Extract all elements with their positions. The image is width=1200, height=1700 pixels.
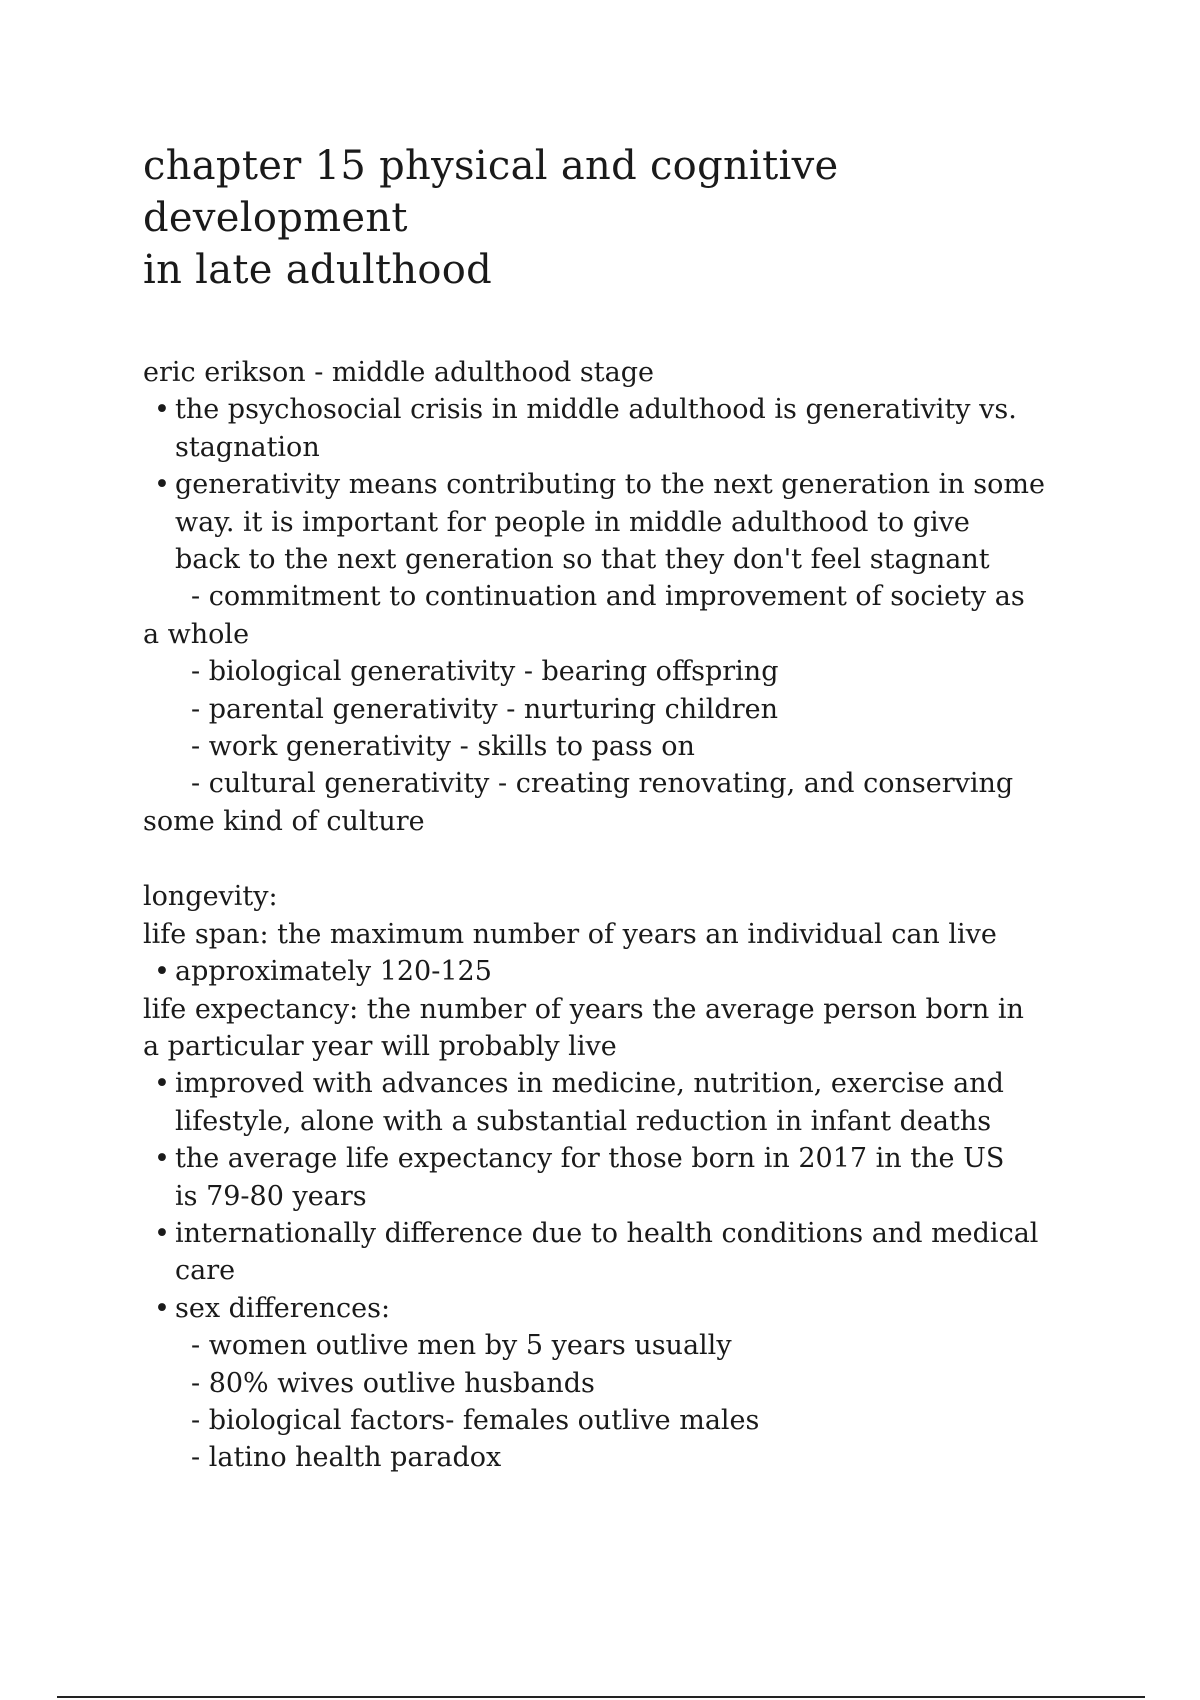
bullet-item: • the average life expectancy for those born in 2017 in the US [154,1143,1005,1175]
definition-line: life expectancy: the number of years the average person born in [143,993,1024,1025]
dash-item: - work generativity - skills to pass on [191,731,695,763]
dash-item: - biological factors- females outlive males [191,1404,760,1436]
bullet-item: • improved with advances in medicine, nutrition, exercise and [154,1068,1004,1100]
document-page [143,140,1083,1477]
bullet-continuation: is 79-80 years [175,1180,367,1212]
footer-rule [57,1696,1145,1698]
definition-continuation: a particular year will probably live [143,1030,617,1062]
section-heading: eric erikson - middle adulthood stage [143,357,654,388]
dash-item: - cultural generativity - creating renovating, and conserving [191,768,1014,800]
bullet-continuation: care [175,1255,236,1287]
bullet-item: • approximately 120-125 [154,956,492,988]
longevity-section [143,878,1083,1477]
section-heading: longevity: [143,881,278,913]
dash-item: - biological generativity - bearing offspring [191,656,779,688]
definition-line: life span: the maximum number of years an individual can live [143,918,997,950]
dash-item: - latino health paradox [191,1442,502,1474]
page-title: chapter 15 physical and cognitive development in late adulthood [143,143,839,293]
bullet-continuation: back to the next generation so that they don't feel stagnant [175,544,990,576]
dash-continuation: some kind of culture [143,805,425,837]
bullet-item: • the psychosocial crisis in middle adulthood is generativity vs. [154,394,1017,426]
bullet-item: • internationally difference due to health conditions and medical [154,1217,1039,1249]
erikson-section [143,354,1083,840]
bullet-item: • sex differences: [154,1292,391,1324]
dash-item: - parental generativity - nurturing children [191,693,778,725]
bullet-continuation: lifestyle, alone with a substantial reduction in infant deaths [175,1105,992,1137]
dash-item: - 80% wives outlive husbands [191,1367,595,1399]
dash-item: - women outlive men by 5 years usually [191,1330,732,1362]
bullet-continuation: stagnation [175,431,320,463]
dash-item: - commitment to continuation and improvement of society as [191,581,1025,613]
dash-continuation: a whole [143,618,250,650]
bullet-item: • generativity means contributing to the next generation in some [154,469,1045,501]
bullet-continuation: way. it is important for people in middle adulthood to give [175,506,970,538]
